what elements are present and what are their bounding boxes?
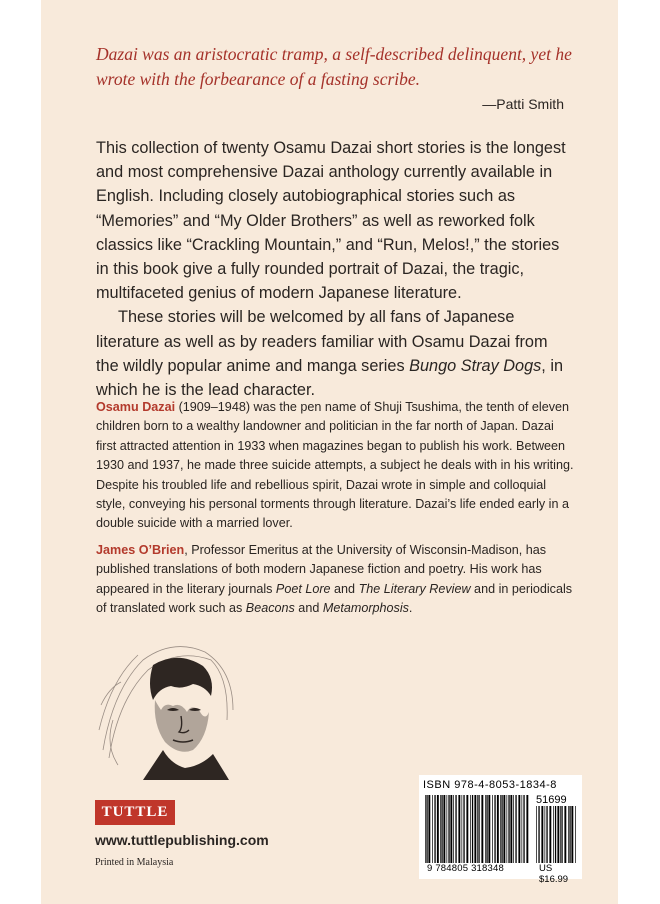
publisher-website: www.tuttlepublishing.com	[95, 832, 269, 848]
pull-quote: Dazai was an aristocratic tramp, a self-described delinquent, yet he wrote with the forbearance of a fasting scribe.	[96, 44, 572, 89]
isbn-number: ISBN 978-4-8053-1834-8	[423, 779, 557, 791]
translator-name: James O’Brien	[96, 543, 185, 557]
barcode-panel	[419, 775, 582, 885]
quote-attribution: —Patti Smith	[482, 96, 564, 112]
barcode-digits: 9 784805 318348	[427, 863, 504, 874]
isbn-barcode	[425, 795, 529, 863]
translator-bio: James O’Brien, Professor Emeritus at the University of Wisconsin-Madison, has published translations of both modern Japanese fiction and poetry. His work has appeared in the literary journals Poet Lore and The Literary Review and in periodicals of translated work such as Beacons and Metamorphosis.	[96, 543, 573, 616]
price-label: US $16.99	[539, 863, 569, 885]
price-barcode	[536, 806, 578, 863]
author-bio: Osamu Dazai (1909–1948) was the pen name of Shuji Tsushima, the tenth of eleven children born to a wealthy landowner and politician in the far north of Japan. Dazai first attracted attention in 1933 when magazines began to publish his work. Between 1930 and 1937, he made three suicide attempts, a subject he deals with in his writing. Despite his troubled life and rebellious spirit, Dazai wrote in simple and colloquial style, conveying his personal torments through literature. Dazai’s life ended early in a double suicide with a married lover.	[96, 400, 574, 531]
printed-in-label: Printed in Malaysia	[95, 857, 174, 868]
back-cover	[41, 0, 618, 904]
series-title: Bungo Stray Dogs	[409, 356, 542, 375]
publisher-logo: TUTTLE	[95, 800, 175, 825]
price-code: 51699	[536, 794, 567, 806]
author-name: Osamu Dazai	[96, 400, 176, 414]
description-paragraph-1: This collection of twenty Osamu Dazai short stories is the longest and most comprehensive Dazai anthology currently available in English. Including closely autobiographical stories such as “Memories” and “My Older Brothers” as well as reworked folk classics like “Crackling Mountain,” and “Run, Melos!,” the stories in this book give a fully rounded portrait of Dazai, the tragic, multifaceted genius of modern Japanese literature.	[96, 139, 566, 303]
book-description	[96, 136, 571, 402]
description-paragraph-2: These stories will be welcomed by all fans of Japanese literature as well as by readers familiar with Osamu Dazai from the wildly popular anime and manga series Bungo Stray Dogs, in which he is the lead character.	[96, 308, 564, 400]
author-portrait-sketch	[93, 630, 243, 780]
